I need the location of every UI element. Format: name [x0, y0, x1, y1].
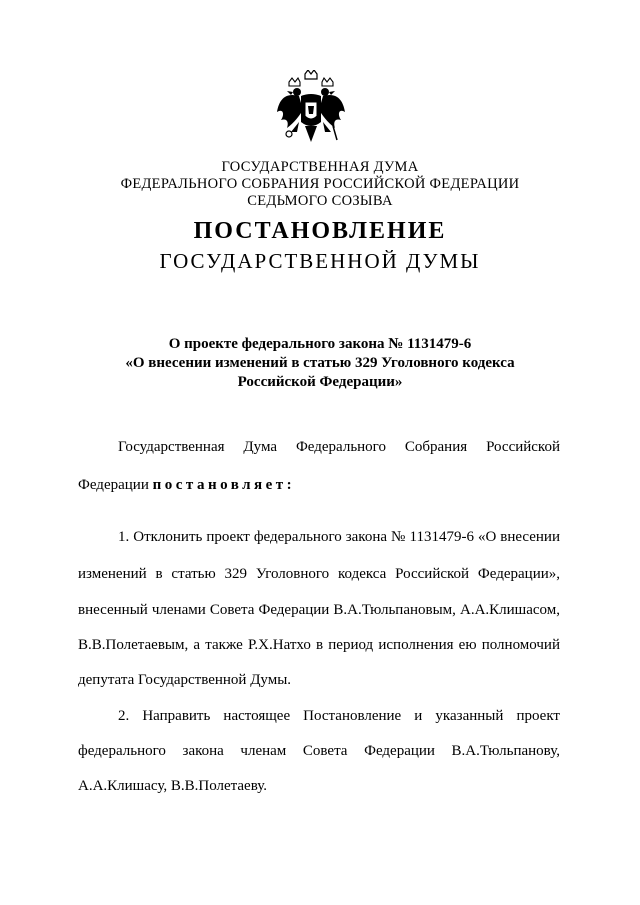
item2-line-1: 2. Направить настоящее Постановление и указанный проект: [118, 708, 560, 724]
item1-line-4: В.В.Полетаевым, а также Р.Х.Натхо в период исполнения ею полномочий: [78, 637, 560, 653]
document-subtitle: ГОСУДАРСТВЕННОЙ ДУМЫ: [159, 249, 481, 273]
double-headed-eagle-icon: [275, 70, 347, 150]
item1-line-1: 1. Отклонить проект федерального закона № 1131479-6 «О внесении: [118, 529, 560, 545]
resolution-verb: постановляет:: [152, 477, 296, 493]
item1-line-2: изменений в статью 329 Уголовного кодекса Российской Федерации»,: [78, 566, 560, 582]
preamble-prefix: Федерации: [78, 477, 153, 493]
subject-line-3: Российской Федерации»: [237, 374, 403, 390]
item2-line-3: А.А.Клишасу, В.В.Полетаеву.: [78, 778, 268, 794]
preamble-line-1: Государственная Дума Федерального Собрания Российской: [118, 439, 560, 455]
header-federal-assembly: ФЕДЕРАЛЬНОГО СОБРАНИЯ РОССИЙСКОЙ ФЕДЕРАЦИИ: [120, 176, 520, 192]
item1-line-3: внесенный членами Совета Федерации В.А.Тюльпановым, А.А.Клишасом,: [78, 602, 560, 618]
item2-line-2: федерального закона членам Совета Федерации В.А.Тюльпанову,: [78, 743, 560, 759]
subject-line-1: О проекте федерального закона № 1131479-6: [168, 336, 472, 352]
document-title: ПОСТАНОВЛЕНИЕ: [193, 218, 447, 244]
document-subject: [100, 335, 540, 392]
item1-line-5: депутата Государственной Думы.: [78, 672, 292, 688]
preamble-line-2: [78, 475, 560, 495]
header-convocation: СЕДЬМОГО СОЗЫВА: [247, 193, 393, 209]
subject-line-2: «О внесении изменений в статью 329 Уголовного кодекса: [125, 355, 515, 371]
header-duma: ГОСУДАРСТВЕННАЯ ДУМА: [221, 159, 419, 175]
